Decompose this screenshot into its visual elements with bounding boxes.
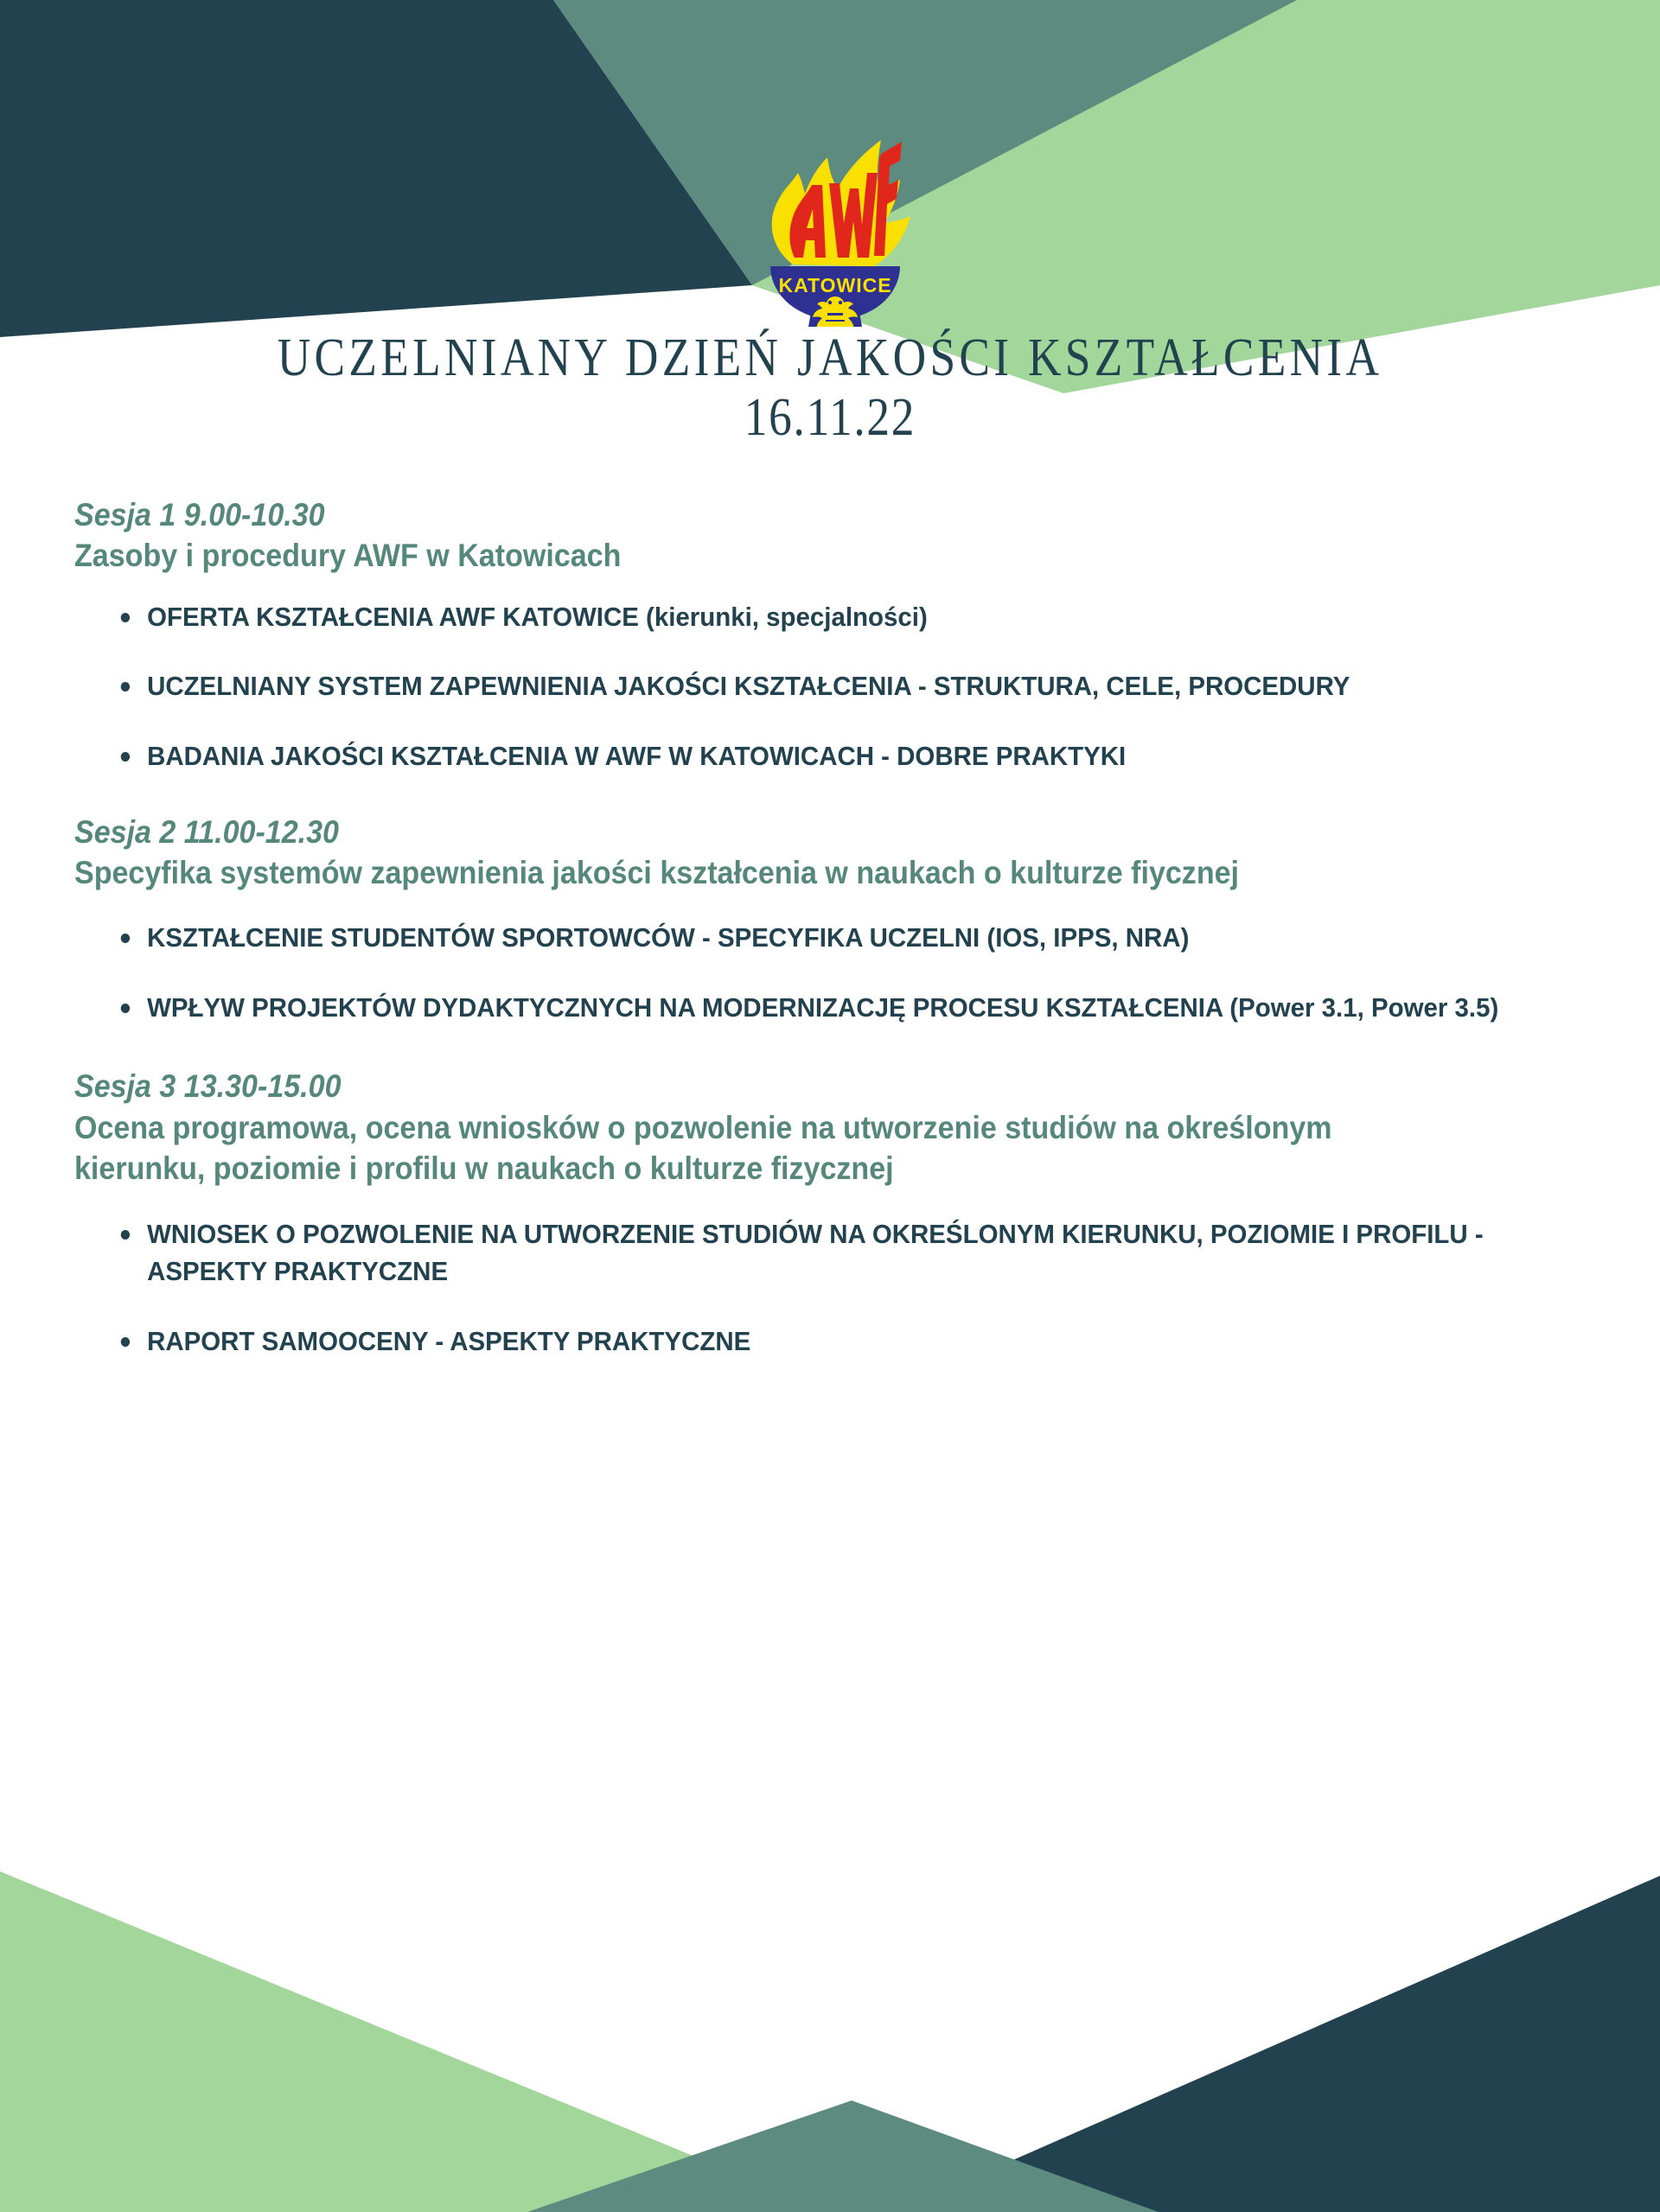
poster-title-line1: UCZELNIANY DZIEŃ JAKOŚCI KSZTAŁCENIA <box>277 328 1383 387</box>
list-item <box>116 668 1522 705</box>
session-1-title: Zasoby i procedury AWF w Katowicach <box>74 538 622 574</box>
session-3 <box>74 1066 1596 1360</box>
bullet-dot-icon <box>121 682 130 692</box>
session-2-title: Specyfika systemów zapewnienia jakości kształcenia w naukach o kulturze fiycznej <box>74 855 1240 891</box>
session-3-topics <box>74 1216 1596 1360</box>
poster-title <box>0 330 1660 446</box>
session-3-title: Ocena programowa, ocena wniosków o pozwolenie na utworzenie studiów na określonym kierunku, poziomie i profilu w naukach o kulturze fizycznej <box>74 1109 1332 1186</box>
topic-label: RAPORT SAMOOCENY - ASPEKTY PRAKTYCZNE <box>147 1325 751 1356</box>
list-item <box>116 990 1522 1027</box>
bullet-dot-icon <box>121 934 130 943</box>
list-item <box>116 738 1522 775</box>
session-1-time: Sesja 1 9.00-10.30 <box>74 497 325 532</box>
bullet-dot-icon <box>121 1230 130 1240</box>
topic-label: WPŁYW PROJEKTÓW DYDAKTYCZNYCH NA MODERNIZACJĘ PROCESU KSZTAŁCENIA (Power 3.1, Power 3.5) <box>147 991 1499 1023</box>
awf-katowice-logo <box>731 119 929 327</box>
poster-title-date: 16.11.22 <box>744 388 916 448</box>
topic-label: OFERTA KSZTAŁCENIA AWF KATOWICE (kierunki, specjalności) <box>147 601 928 632</box>
bullet-dot-icon <box>121 1004 130 1013</box>
topic-label: KSZTAŁCENIE STUDENTÓW SPORTOWCÓW - SPECYFIKA UCZELNI (IOS, IPPS, NRA) <box>147 921 1190 953</box>
topic-label: WNIOSEK O POZWOLENIE NA UTWORZENIE STUDIÓW NA OKREŚLONYM KIERUNKU, POZIOMIE I PROFILU - ASPEKTY PRAKTYCZNE <box>147 1219 1484 1287</box>
topic-label: BADANIA JAKOŚCI KSZTAŁCENIA W AWF W KATOWICACH - DOBRE PRAKTYKI <box>147 741 1127 772</box>
bullet-dot-icon <box>121 613 130 622</box>
session-2 <box>74 812 1596 1026</box>
list-item <box>116 920 1522 957</box>
logo-city-label: KATOWICE <box>778 274 892 296</box>
session-1-topics <box>74 599 1596 775</box>
session-1 <box>74 494 1596 775</box>
session-2-topics <box>74 920 1596 1027</box>
list-item <box>116 599 1522 636</box>
list-item <box>116 1323 1522 1361</box>
list-item <box>116 1216 1522 1291</box>
topic-label: UCZELNIANY SYSTEM ZAPEWNIENIA JAKOŚCI KSZTAŁCENIA - STRUKTURA, CELE, PROCEDURY <box>147 671 1350 702</box>
bullet-dot-icon <box>121 752 130 762</box>
session-list <box>74 494 1596 1393</box>
session-3-time: Sesja 3 13.30-15.00 <box>74 1068 342 1105</box>
bullet-dot-icon <box>121 1337 130 1347</box>
session-2-time: Sesja 2 11.00-12.30 <box>74 814 339 851</box>
